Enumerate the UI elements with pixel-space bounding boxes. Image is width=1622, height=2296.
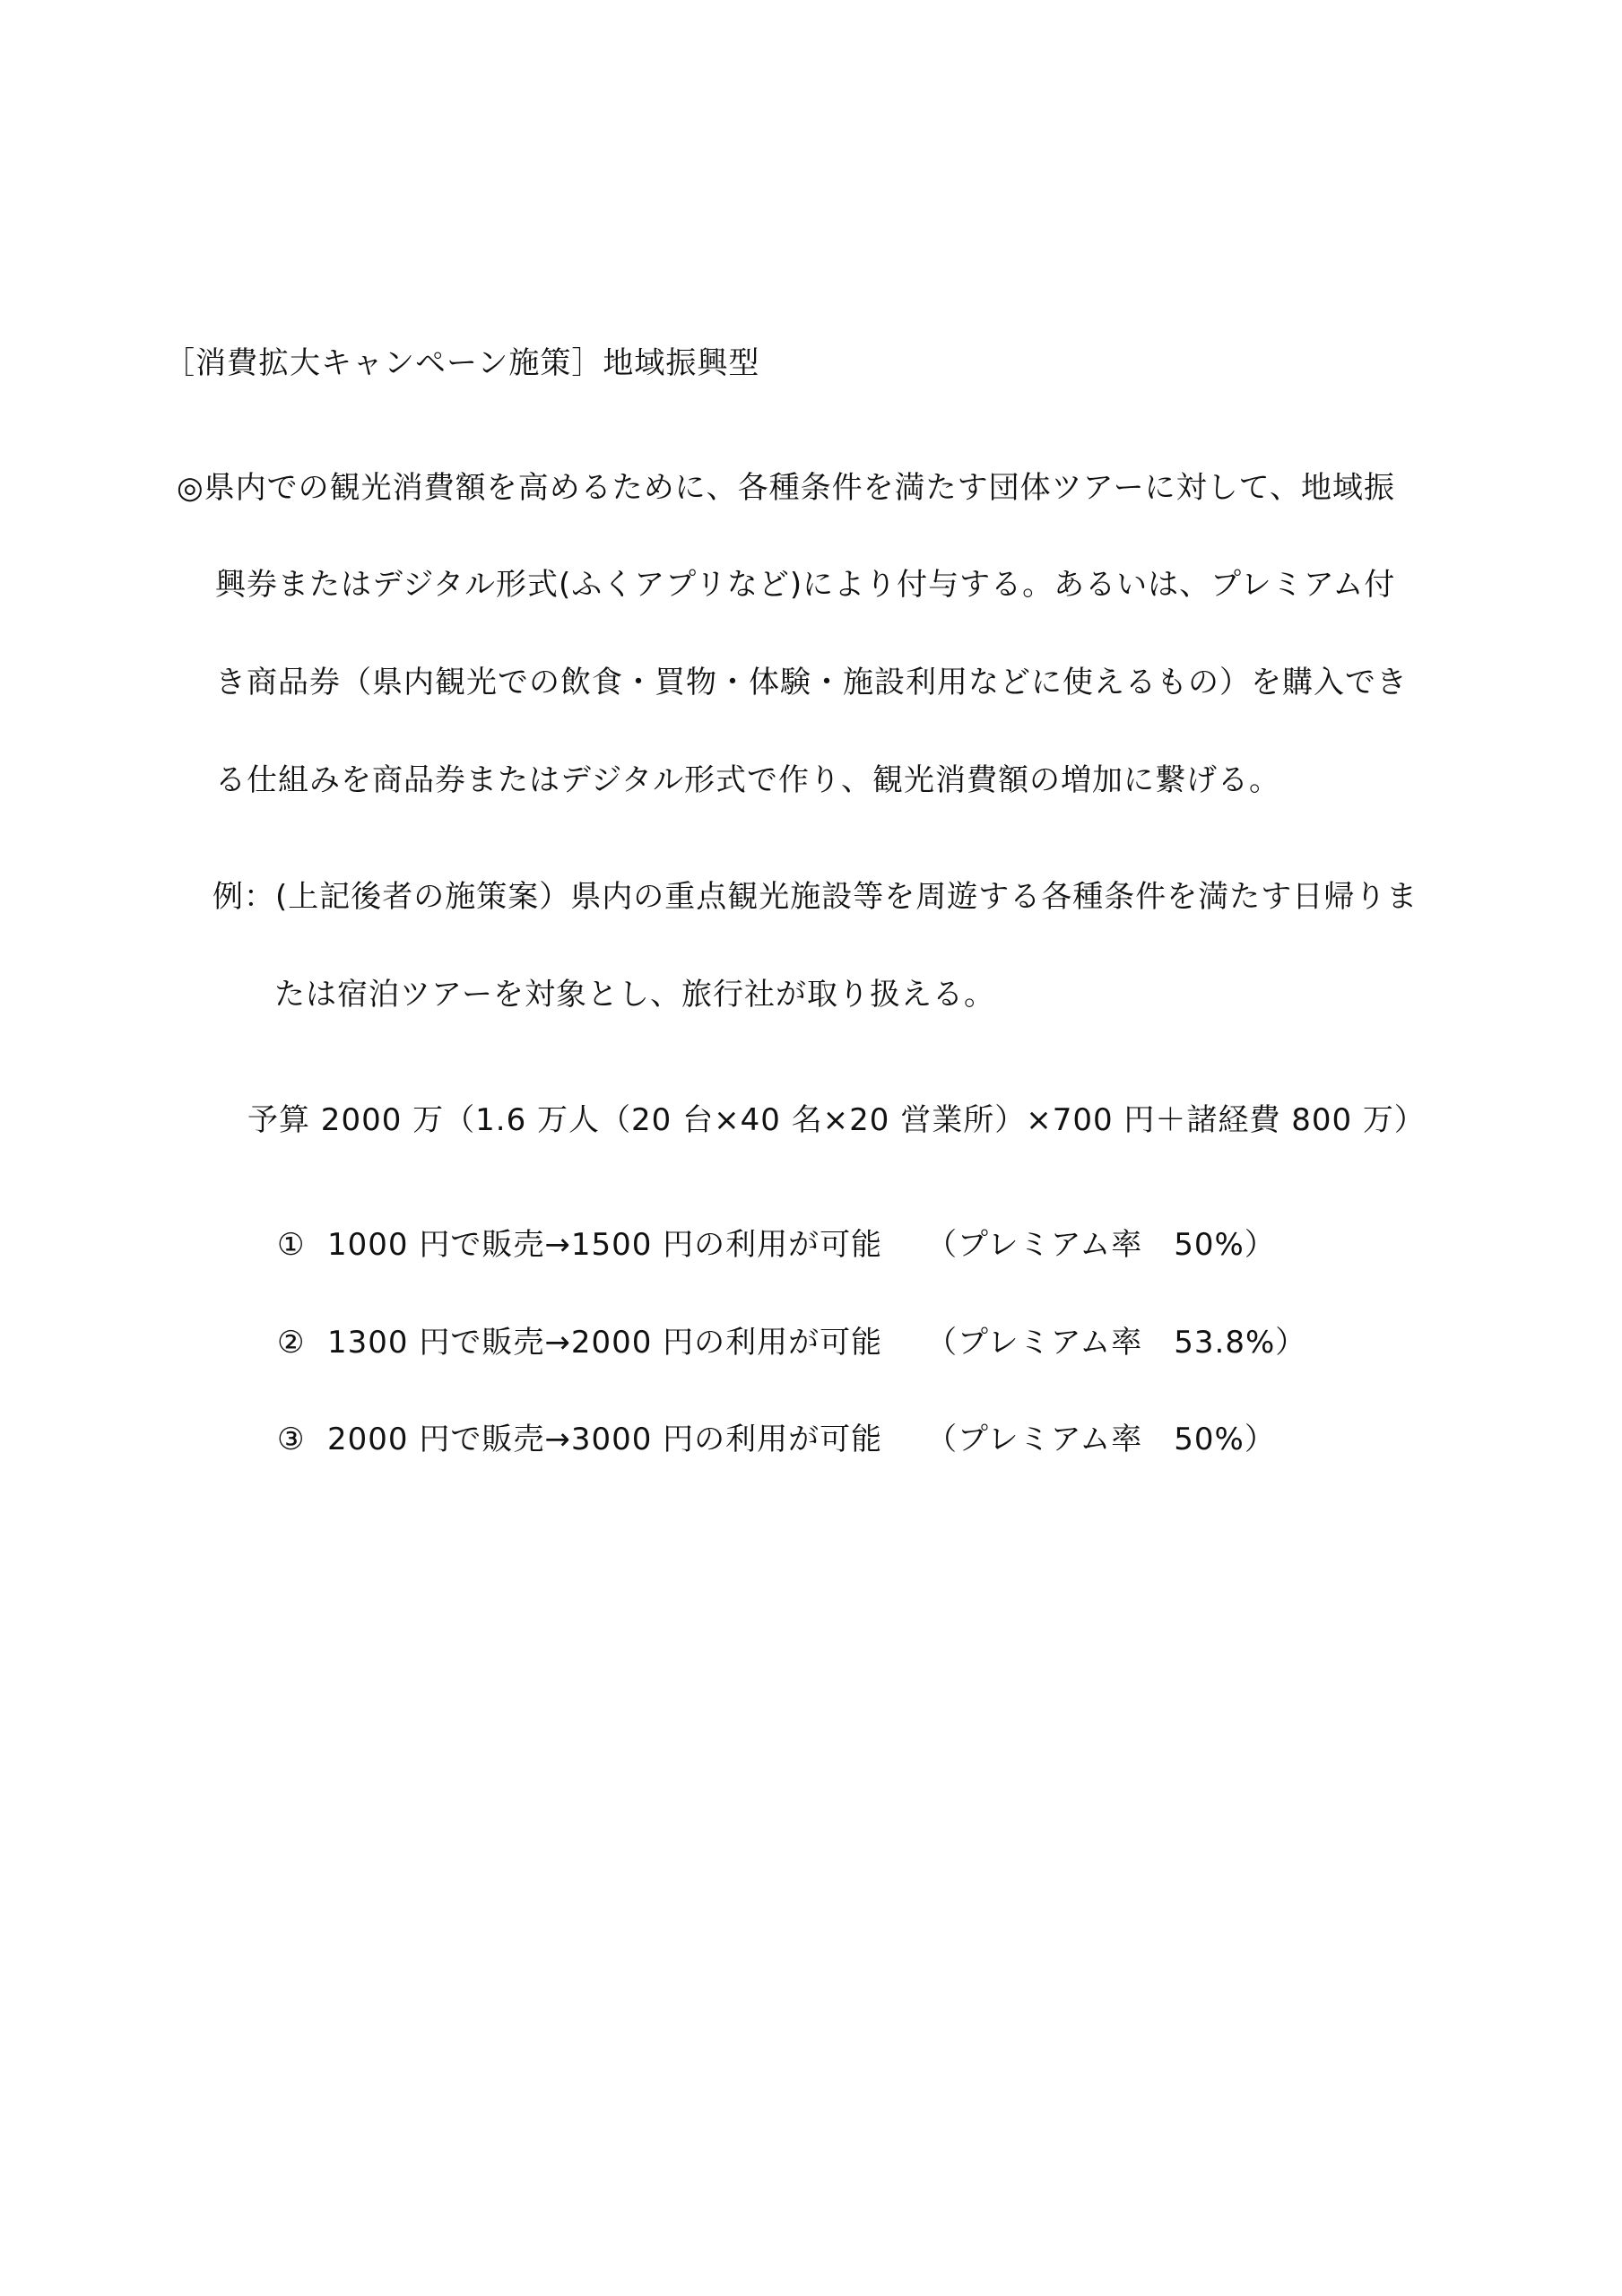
option-number: ① (277, 1227, 306, 1263)
page-heading: ［消費拡大キャンペーン施策］地域振興型 (164, 345, 760, 381)
paragraph-line: 興券またはデジタル形式(ふくアプリなど)により付与する。あるいは、プレミアム付 (215, 567, 1396, 603)
option-number: ③ (277, 1422, 306, 1457)
option-description: 1000 円で販売→1500 円の利用が可能 (327, 1227, 883, 1263)
paragraph-line: る仕組みを商品券またはデジタル形式で作り、観光消費額の増加に繋げる。 (215, 762, 1280, 798)
option-premium-rate: （プレミアム率 50%） (926, 1227, 1276, 1263)
option-description: 2000 円で販売→3000 円の利用が可能 (327, 1422, 883, 1457)
paragraph-line: ◎県内での観光消費額を高めるために、各種条件を満たす団体ツアーに対して、地域振 (177, 470, 1395, 506)
option-item (277, 1227, 1276, 1263)
option-item (277, 1325, 1306, 1361)
option-premium-rate: （プレミアム率 50%） (926, 1422, 1276, 1457)
paragraph-line: き商品券（県内観光での飲食・買物・体験・施設利用などに使えるもの）を購入でき (215, 665, 1408, 700)
option-item (277, 1422, 1276, 1457)
example-line: たは宿泊ツアーを対象とし、旅行社が取り扱える。 (274, 977, 995, 1013)
example-line: 例：(上記後者の施策案）県内の重点観光施設等を周遊する各種条件を満たす日帰りま (213, 879, 1418, 915)
budget-line: 予算 2000 万（1.6 万人（20 台×40 名×20 営業所）×700 円＋諸経費 800 万） (247, 1102, 1426, 1138)
option-premium-rate: （プレミアム率 53.8%） (926, 1325, 1307, 1361)
option-number: ② (277, 1325, 306, 1361)
option-description: 1300 円で販売→2000 円の利用が可能 (327, 1325, 883, 1361)
